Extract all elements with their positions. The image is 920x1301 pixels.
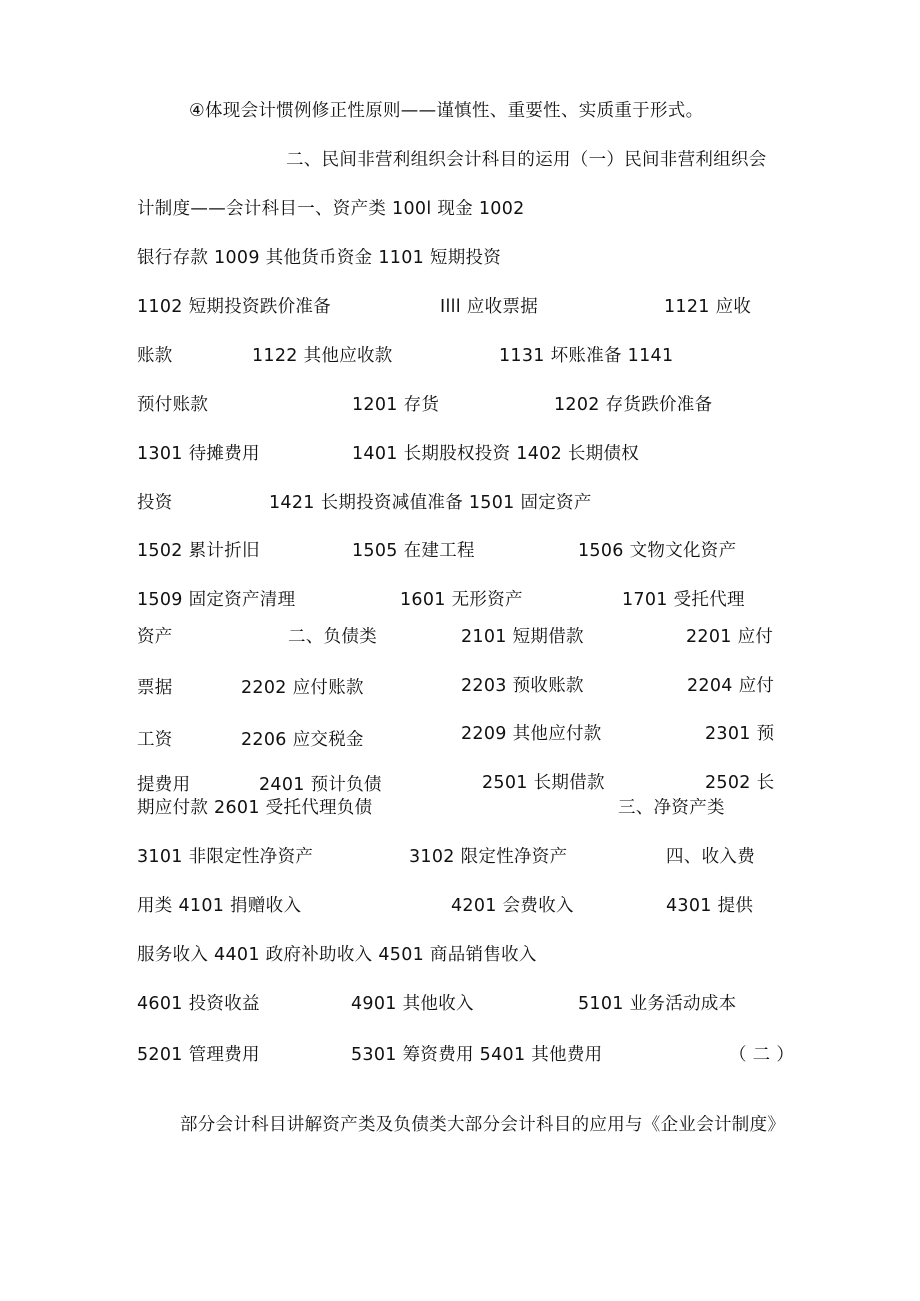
account-item: 票据 — [137, 678, 173, 698]
text-line: 部分会计科目讲解资产类及负债类大部分会计科目的应用与《企业会计制度》 — [180, 1115, 786, 1135]
account-item: 2206 应交税金 — [241, 730, 364, 750]
text-line: 服务收入 4401 政府补助收入 4501 商品销售收入 — [137, 945, 537, 965]
account-item: 1401 长期股权投资 1402 长期债权 — [352, 444, 640, 464]
account-item: 3102 限定性净资产 — [409, 847, 568, 867]
text-line: ④体现会计惯例修正性原则——谨慎性、重要性、实质重于形式。 — [189, 101, 704, 121]
account-item: 期应付款 2601 受托代理负债 — [137, 798, 373, 818]
account-item: 1131 坏账准备 1141 — [499, 346, 674, 366]
text-line: 计制度——会计科目一、资产类 100l 现金 1002 — [137, 199, 525, 219]
account-item: 5301 筹资费用 5401 其他费用 — [351, 1045, 603, 1065]
account-item: 2301 预 — [705, 724, 775, 744]
account-item: 2502 长 — [705, 773, 775, 793]
account-item: 5101 业务活动成本 — [578, 994, 737, 1014]
account-item: 1601 无形资产 — [400, 590, 523, 610]
account-item: 2204 应付 — [687, 676, 775, 696]
account-item: 工资 — [137, 730, 173, 750]
account-item: 1502 累计折旧 — [137, 541, 260, 561]
account-item: 1122 其他应收款 — [252, 346, 393, 366]
account-item: 1509 固定资产清理 — [137, 590, 296, 610]
account-item: 2203 预收账款 — [461, 676, 584, 696]
account-item: 5201 管理费用 — [137, 1045, 260, 1065]
clipped-row — [0, 770, 920, 792]
account-item: 4301 提供 — [666, 896, 754, 916]
section-number: （ 二 ） — [729, 1045, 795, 1065]
account-item: 账款 — [137, 346, 173, 366]
category-heading: 二、负债类 — [288, 627, 377, 647]
account-item: 4201 会费收入 — [451, 896, 574, 916]
text-line: 银行存款 1009 其他货币资金 1101 短期投资 — [137, 248, 502, 268]
account-item: 1102 短期投资跌价准备 — [137, 297, 331, 317]
section-heading: 二、民间非营利组织会计科目的运用（一）民间非营利组织会 — [286, 150, 767, 170]
account-item: 1701 受托代理 — [622, 590, 745, 610]
account-item: 投资 — [137, 493, 173, 513]
account-item: 1506 文物文化资产 — [578, 541, 737, 561]
account-item: 资产 — [137, 627, 173, 647]
account-item: 2202 应付账款 — [241, 678, 364, 698]
account-item: 1201 存货 — [352, 395, 440, 415]
category-heading: 四、收入费 — [666, 847, 755, 867]
account-item: 1421 长期投资减值准备 1501 固定资产 — [269, 493, 592, 513]
account-item: 4901 其他收入 — [351, 994, 474, 1014]
account-item: 1505 在建工程 — [352, 541, 475, 561]
account-item: 1202 存货跌价准备 — [554, 395, 713, 415]
account-item: 2209 其他应付款 — [461, 724, 602, 744]
account-item: 3101 非限定性净资产 — [137, 847, 314, 867]
account-item: 2201 应付 — [686, 627, 774, 647]
account-item: 用类 4101 捐赠收入 — [137, 896, 302, 916]
account-item: 4601 投资收益 — [137, 994, 260, 1014]
account-item: Illl 应收票据 — [440, 297, 539, 317]
account-item: 1301 待摊费用 — [137, 444, 260, 464]
account-item: 提费用 — [137, 775, 191, 792]
account-item: 预付账款 — [137, 395, 209, 415]
account-item: 2401 预计负债 — [259, 775, 382, 792]
account-item: 2501 长期借款 — [482, 773, 605, 793]
category-heading: 三、净资产类 — [618, 798, 725, 818]
account-item: 2101 短期借款 — [461, 627, 584, 647]
account-item: 1121 应收 — [664, 297, 752, 317]
